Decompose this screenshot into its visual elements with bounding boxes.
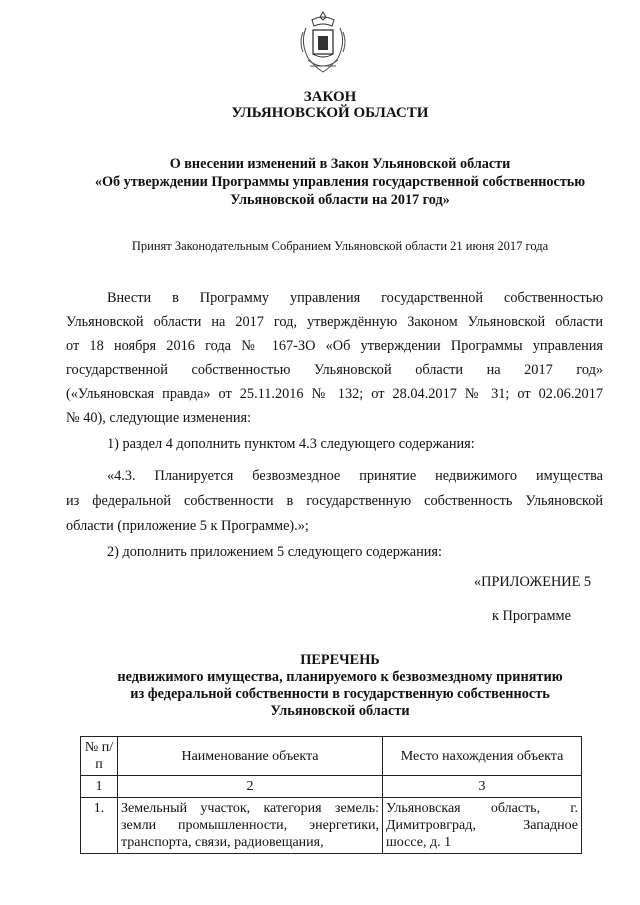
quote-line: «4.3. Планируется безвозмездное принятие недвижимого имущества (107, 468, 603, 484)
body-line: Внести в Программу управления государственной собственностью (107, 290, 603, 306)
header-place: Место нахождения объекта (383, 737, 582, 776)
header-name: Наименование объекта (118, 737, 383, 776)
coat-of-arms-icon (298, 10, 348, 74)
list-subtitle-1: недвижимого имущества, планируемого к безвозмездному принятию (117, 669, 563, 685)
quote-line: области (приложение 5 к Программе).»; (66, 518, 309, 534)
header-num: № п/п (81, 737, 118, 776)
body-line: («Ульяновская правда» от 25.11.2016 № 132; от 28.04.2017 № 31; от 02.06.2017 (66, 386, 603, 402)
row-num: 1. (81, 798, 118, 854)
body-line: № 40), следующие изменения: (66, 410, 252, 426)
amendment-item-1: 1) раздел 4 дополнить пунктом 4.3 следующего содержания: (107, 436, 475, 452)
body-line: Ульяновской области на 2017 год, утверждённую Законом Ульяновской области (66, 314, 603, 330)
table-row (81, 798, 582, 854)
law-title: ЗАКОН (303, 89, 357, 105)
law-region: УЛЬЯНОВСКОЙ ОБЛАСТИ (231, 105, 429, 121)
body-line: от 18 ноября 2016 года № 167-ЗО «Об утверждении Программы управления (66, 338, 603, 354)
colnum-3: 3 (383, 776, 582, 798)
annex-label: «ПРИЛОЖЕНИЕ 5 (474, 574, 592, 590)
row-name: Земельный участок, категория земель: земли промышленности, энергетики, транспорта, связи, радиовещания, (118, 798, 383, 854)
colnum-2: 2 (118, 776, 383, 798)
column-number-row (81, 776, 582, 798)
adoption-note: Принят Законодательным Собранием Ульяновской области 21 июня 2017 года (131, 239, 549, 253)
subject-line-2: «Об утверждении Программы управления государственной собственностью (94, 174, 586, 190)
subject-line-3: Ульяновской области на 2017 год» (230, 192, 450, 208)
subject-line-1: О внесении изменений в Закон Ульяновской области (169, 156, 511, 172)
annex-to: к Программе (492, 608, 571, 624)
list-subtitle-3: Ульяновской области (270, 703, 410, 719)
colnum-1: 1 (81, 776, 118, 798)
table-header-row (81, 737, 582, 776)
list-title: ПЕРЕЧЕНЬ (300, 652, 380, 668)
quote-line: из федеральной собственности в государственную собственность Ульяновской (66, 493, 603, 509)
list-subtitle-2: из федеральной собственности в государственную собственность (130, 686, 550, 702)
row-place: Ульяновская область, г. Димитровград, Западное шоссе, д. 1 (383, 798, 582, 854)
body-line: государственной собственностью Ульяновской области на 2017 год» (66, 362, 603, 378)
objects-table (80, 736, 582, 854)
amendment-item-2: 2) дополнить приложением 5 следующего содержания: (107, 544, 442, 560)
